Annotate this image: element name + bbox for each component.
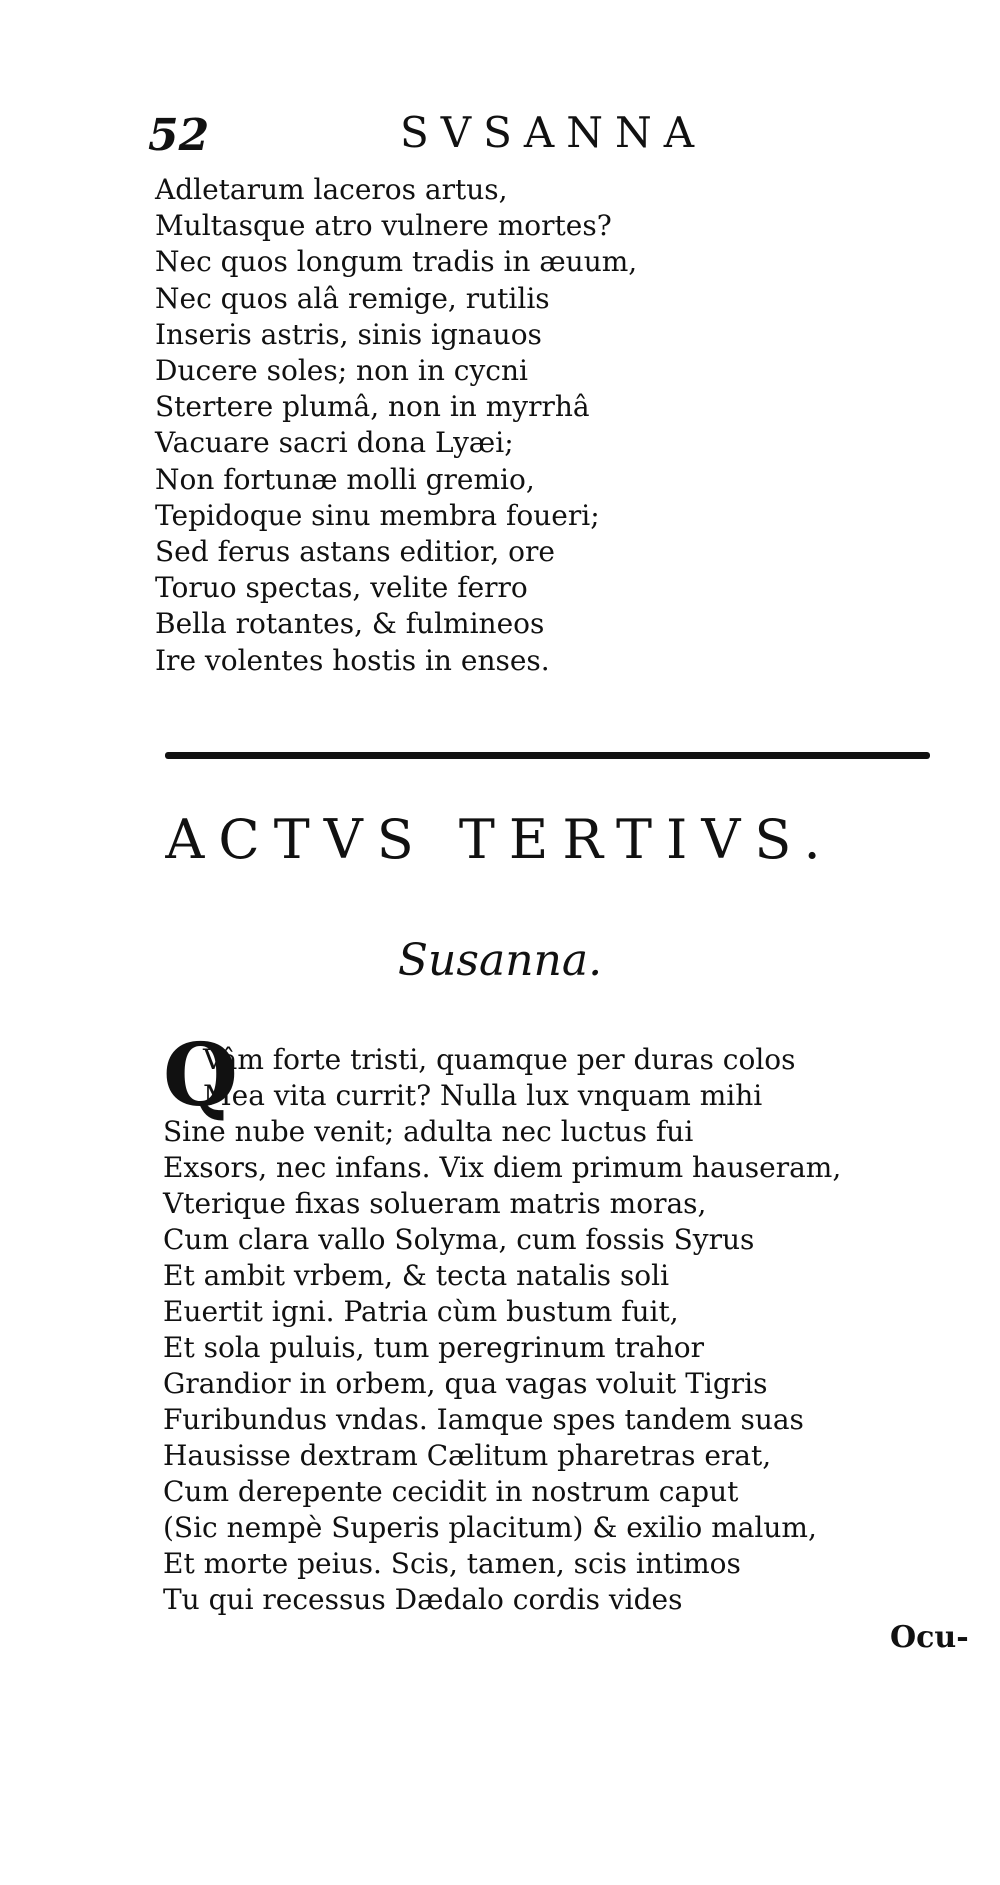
verse-line: Adletarum laceros artus, — [155, 173, 508, 206]
speech-line: Hausisse dextram Cælitum pharetras erat, — [163, 1439, 772, 1472]
verse-line: Inseris astris, sinis ignauos — [155, 317, 542, 351]
verse-line: Nec quos alâ remige, rutilis — [155, 281, 550, 315]
verse-line: Bella rotantes, & fulmineos — [155, 607, 545, 641]
verse-line: Ire volentes hostis in enses. — [155, 643, 550, 677]
speech-line: Tu qui recessus Dædalo cordis vides — [163, 1583, 683, 1616]
speech-line: Et ambit vrbem, & tecta natalis soli — [163, 1259, 670, 1292]
verse-line: Sed ferus astans editior, ore — [155, 535, 555, 569]
speech-line: Cum derepente cecidit in nostrum caput — [163, 1475, 739, 1508]
horizontal-rule — [165, 752, 930, 759]
speech-line: Vterique fixas solueram matris moras, — [163, 1187, 707, 1220]
speech-line: Et morte peius. Scis, tamen, scis intimos — [163, 1547, 741, 1580]
choral-verse — [155, 172, 715, 679]
speech-line: Sine nube venit; adulta nec luctus fui — [163, 1115, 694, 1148]
speech-line: Grandior in orbem, qua vagas voluit Tigris — [163, 1367, 768, 1400]
speech-line: Exsors, nec infans. Vix diem primum hauseram, — [163, 1151, 842, 1184]
verse-line: Multasque atro vulnere mortes? — [155, 209, 612, 243]
speaker-name: Susanna. — [397, 935, 603, 986]
act-title: ACTVS TERTIVS. — [165, 808, 835, 871]
speech-line: Vâm forte tristi, quamque per duras colos — [203, 1043, 796, 1076]
speech-line: Cum clara vallo Solyma, cum fossis Syrus — [163, 1223, 755, 1256]
verse-line: Stertere plumâ, non in myrrhâ — [155, 390, 590, 424]
verse-line: Nec quos longum tradis in æuum, — [155, 245, 638, 279]
verse-line: Tepidoque sinu membra foueri; — [155, 498, 600, 532]
speech-line: Mea vita currit? Nulla lux vnquam mihi — [203, 1079, 763, 1112]
verse-line: Toruo spectas, velite ferro — [155, 571, 528, 605]
running-head: SVSANNA — [400, 108, 707, 157]
catchword: Ocu- — [890, 1620, 969, 1655]
page-number: 52 — [148, 110, 210, 161]
speech-line: Et sola puluis, tum peregrinum trahor — [163, 1331, 705, 1364]
drop-cap: Q — [163, 1025, 238, 1126]
speech-line: (Sic nempè Superis placitum) & exilio malum, — [163, 1511, 817, 1544]
speech-line: Furibundus vndas. Iamque spes tandem suas — [163, 1403, 804, 1436]
speech-text — [163, 1025, 933, 1618]
speech-line: Euertit igni. Patria cùm bustum fuit, — [163, 1295, 679, 1328]
verse-line: Vacuare sacri dona Lyæi; — [155, 426, 514, 460]
verse-line: Ducere soles; non in cycni — [155, 354, 528, 388]
verse-line: Non fortunæ molli gremio, — [155, 462, 535, 496]
